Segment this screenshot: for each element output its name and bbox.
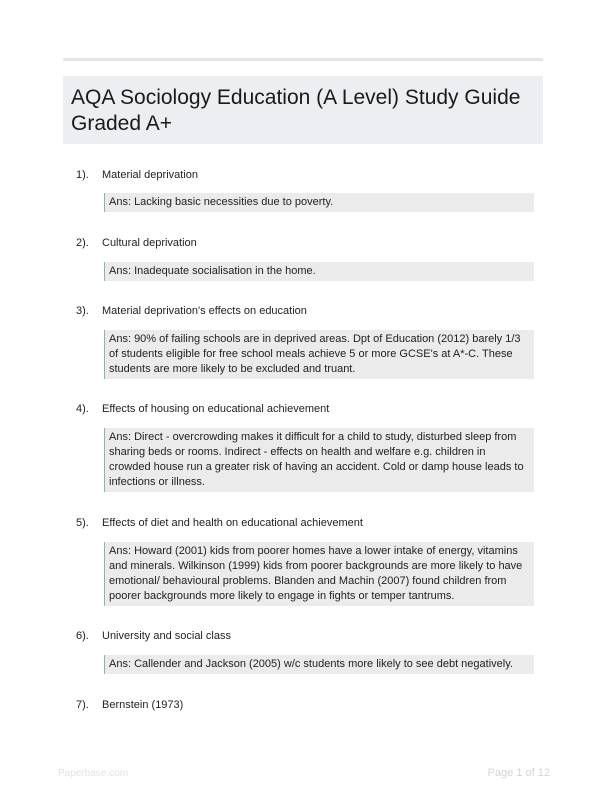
page-title: AQA Sociology Education (A Level) Study Guide Graded A+: [71, 86, 521, 135]
question-text: Effects of housing on educational achievement: [102, 403, 330, 415]
page-indicator: Page 1 of 12: [487, 767, 550, 779]
answer-box: Ans: Callender and Jackson (2005) w/c students more likely to see debt negatively.: [104, 655, 534, 674]
top-rule: [63, 58, 543, 61]
answer-box: Ans: Direct - overcrowding makes it difficult for a child to study, disturbed sleep from sharing beds or rooms. Indirect - effects on health and welfare e.g. children in crowded house run a greater risk of having an accident. Cold or damp house leads to infections or illness.: [104, 428, 534, 492]
question-number: 7).: [76, 699, 89, 711]
question-text: Bernstein (1973): [102, 699, 184, 711]
question-text: University and social class: [102, 630, 231, 642]
answer-box: Ans: Lacking basic necessities due to poverty.: [104, 193, 534, 212]
question-text: Material deprivation: [102, 169, 198, 181]
answer-box: Ans: Inadequate socialisation in the home.: [104, 262, 534, 281]
question-text: Effects of diet and health on educational achievement: [102, 517, 363, 529]
answer-box: Ans: Howard (2001) kids from poorer homes have a lower intake of energy, vitamins and minerals. Wilkinson (1999) kids from poorer backgrounds are more likely to have emotional/ behavioural problems. Blanden and Machin (2007) found children from poorer backgrounds more likely to engage in fights or temper tantrums.: [104, 542, 534, 606]
question-text: Cultural deprivation: [102, 237, 197, 249]
question-number: 6).: [76, 630, 89, 642]
question-number: 1).: [76, 169, 89, 181]
title-box: [63, 76, 543, 144]
question-number: 2).: [76, 237, 89, 249]
question-number: 5).: [76, 517, 89, 529]
answer-box: Ans: 90% of failing schools are in deprived areas. Dpt of Education (2012) barely 1/3 of students eligible for free school meals achieve 5 or more GCSE's at A*-C. These students are more likely to be excluded and truant.: [104, 330, 534, 379]
question-number: 4).: [76, 403, 89, 415]
question-number: 3).: [76, 305, 89, 317]
footer-watermark: Paperbase.com: [58, 768, 129, 779]
question-text: Material deprivation's effects on education: [102, 305, 307, 317]
